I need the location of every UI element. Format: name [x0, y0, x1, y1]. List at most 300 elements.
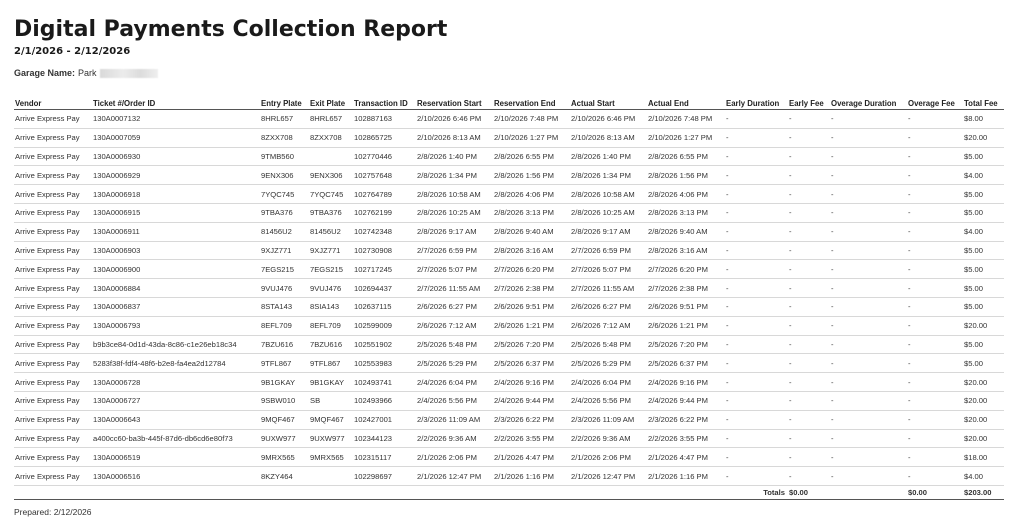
cell-early-fee: - — [788, 335, 830, 354]
table-row — [14, 354, 1004, 373]
table-row — [14, 185, 1004, 204]
col-reservation-start: Reservation Start — [416, 97, 493, 110]
cell-overage-fee: - — [907, 147, 963, 166]
cell-actual-end: 2/6/2026 1:21 PM — [647, 316, 725, 335]
payments-table — [14, 97, 1004, 500]
cell-total-fee: $5.00 — [963, 260, 1004, 279]
cell-overage-fee: - — [907, 410, 963, 429]
cell-reservation-start: 2/2/2026 9:36 AM — [416, 429, 493, 448]
cell-transaction-id: 102694437 — [353, 279, 416, 298]
cell-reservation-end: 2/1/2026 1:16 PM — [493, 467, 570, 486]
table-header-row — [14, 97, 1004, 110]
col-overage-fee: Overage Fee — [907, 97, 963, 110]
cell-reservation-start: 2/10/2026 6:46 PM — [416, 110, 493, 129]
cell-reservation-start: 2/8/2026 10:58 AM — [416, 185, 493, 204]
cell-transaction-id: 102764789 — [353, 185, 416, 204]
cell-early-duration: - — [725, 354, 788, 373]
cell-early-fee: - — [788, 147, 830, 166]
cell-vendor: Arrive Express Pay — [14, 373, 92, 392]
cell-total-fee: $20.00 — [963, 128, 1004, 147]
cell-actual-end: 2/10/2026 7:48 PM — [647, 110, 725, 129]
cell-vendor: Arrive Express Pay — [14, 110, 92, 129]
cell-entry-plate: 9B1GKAY — [260, 373, 309, 392]
prepared-date: Prepared: 2/12/2026 — [14, 507, 92, 517]
cell-ticket-order-id: 130A0006900 — [92, 260, 260, 279]
cell-entry-plate: 9VUJ476 — [260, 279, 309, 298]
cell-overage-duration: - — [830, 203, 907, 222]
cell-exit-plate: 9ENX306 — [309, 166, 353, 185]
totals-overage-duration — [830, 485, 907, 499]
cell-vendor: Arrive Express Pay — [14, 128, 92, 147]
cell-exit-plate: 9TFL867 — [309, 354, 353, 373]
cell-actual-start: 2/4/2026 5:56 PM — [570, 391, 647, 410]
cell-reservation-end: 2/5/2026 6:37 PM — [493, 354, 570, 373]
table-row — [14, 203, 1004, 222]
cell-reservation-start: 2/8/2026 9:17 AM — [416, 222, 493, 241]
cell-vendor: Arrive Express Pay — [14, 203, 92, 222]
cell-exit-plate: 9VUJ476 — [309, 279, 353, 298]
redacted-garage-name — [100, 69, 158, 78]
cell-reservation-start: 2/10/2026 8:13 AM — [416, 128, 493, 147]
cell-early-fee: - — [788, 185, 830, 204]
cell-transaction-id: 102553983 — [353, 354, 416, 373]
cell-actual-start: 2/8/2026 9:17 AM — [570, 222, 647, 241]
cell-exit-plate: 9B1GKAY — [309, 373, 353, 392]
cell-early-duration: - — [725, 467, 788, 486]
cell-reservation-end: 2/3/2026 6:22 PM — [493, 410, 570, 429]
cell-entry-plate: 8STA143 — [260, 297, 309, 316]
cell-reservation-start: 2/8/2026 1:34 PM — [416, 166, 493, 185]
cell-early-fee: - — [788, 410, 830, 429]
cell-total-fee: $5.00 — [963, 185, 1004, 204]
totals-total-fee: $203.00 — [963, 485, 1004, 499]
cell-early-fee: - — [788, 166, 830, 185]
cell-vendor: Arrive Express Pay — [14, 260, 92, 279]
cell-reservation-start: 2/8/2026 10:25 AM — [416, 203, 493, 222]
cell-total-fee: $5.00 — [963, 241, 1004, 260]
cell-overage-fee: - — [907, 203, 963, 222]
cell-exit-plate: 9UXW977 — [309, 429, 353, 448]
col-early-duration: Early Duration — [725, 97, 788, 110]
col-vendor: Vendor — [14, 97, 92, 110]
cell-actual-end: 2/10/2026 1:27 PM — [647, 128, 725, 147]
cell-transaction-id: 102730908 — [353, 241, 416, 260]
cell-actual-start: 2/6/2026 7:12 AM — [570, 316, 647, 335]
cell-ticket-order-id: 130A0006793 — [92, 316, 260, 335]
cell-reservation-end: 2/7/2026 6:20 PM — [493, 260, 570, 279]
cell-early-duration: - — [725, 448, 788, 467]
cell-exit-plate: 9TBA376 — [309, 203, 353, 222]
cell-transaction-id: 102757648 — [353, 166, 416, 185]
cell-overage-fee: - — [907, 316, 963, 335]
cell-transaction-id: 102344123 — [353, 429, 416, 448]
cell-early-duration: - — [725, 128, 788, 147]
cell-total-fee: $20.00 — [963, 316, 1004, 335]
cell-actual-start: 2/7/2026 11:55 AM — [570, 279, 647, 298]
cell-vendor: Arrive Express Pay — [14, 316, 92, 335]
table-row — [14, 429, 1004, 448]
cell-total-fee: $8.00 — [963, 110, 1004, 129]
cell-vendor: Arrive Express Pay — [14, 429, 92, 448]
cell-actual-end: 2/5/2026 6:37 PM — [647, 354, 725, 373]
cell-ticket-order-id: a400cc60-ba3b-445f-87d6-db6cd6e80f73 — [92, 429, 260, 448]
cell-early-duration: - — [725, 260, 788, 279]
cell-ticket-order-id: 130A0006728 — [92, 373, 260, 392]
cell-overage-duration: - — [830, 373, 907, 392]
cell-entry-plate: 7YQC745 — [260, 185, 309, 204]
cell-reservation-start: 2/1/2026 12:47 PM — [416, 467, 493, 486]
cell-overage-fee: - — [907, 185, 963, 204]
cell-overage-duration: - — [830, 222, 907, 241]
cell-overage-duration: - — [830, 391, 907, 410]
cell-early-fee: - — [788, 467, 830, 486]
cell-entry-plate: 9TMB560 — [260, 147, 309, 166]
cell-overage-duration: - — [830, 429, 907, 448]
cell-early-duration: - — [725, 316, 788, 335]
cell-entry-plate: 8HRL657 — [260, 110, 309, 129]
cell-exit-plate: SB — [309, 391, 353, 410]
cell-reservation-start: 2/3/2026 11:09 AM — [416, 410, 493, 429]
cell-reservation-end: 2/8/2026 4:06 PM — [493, 185, 570, 204]
cell-transaction-id: 102770446 — [353, 147, 416, 166]
cell-actual-end: 2/8/2026 9:40 AM — [647, 222, 725, 241]
cell-ticket-order-id: 130A0006915 — [92, 203, 260, 222]
cell-entry-plate: 8ZXX708 — [260, 128, 309, 147]
cell-total-fee: $4.00 — [963, 222, 1004, 241]
totals-early-fee: $0.00 — [788, 485, 830, 499]
cell-overage-duration: - — [830, 110, 907, 129]
cell-vendor: Arrive Express Pay — [14, 410, 92, 429]
cell-actual-start: 2/8/2026 1:40 PM — [570, 147, 647, 166]
cell-early-fee: - — [788, 448, 830, 467]
cell-entry-plate: 9MQF467 — [260, 410, 309, 429]
cell-exit-plate: 9XJZ771 — [309, 241, 353, 260]
cell-actual-end: 2/5/2026 7:20 PM — [647, 335, 725, 354]
totals-label: Totals — [725, 485, 788, 499]
cell-vendor: Arrive Express Pay — [14, 335, 92, 354]
cell-actual-end: 2/7/2026 2:38 PM — [647, 279, 725, 298]
cell-actual-end: 2/3/2026 6:22 PM — [647, 410, 725, 429]
cell-actual-start: 2/7/2026 6:59 PM — [570, 241, 647, 260]
report-date-range: 2/1/2026 - 2/12/2026 — [14, 46, 131, 57]
cell-exit-plate: 8HRL657 — [309, 110, 353, 129]
cell-reservation-end: 2/8/2026 6:55 PM — [493, 147, 570, 166]
cell-total-fee: $20.00 — [963, 373, 1004, 392]
cell-early-fee: - — [788, 354, 830, 373]
cell-transaction-id: 102315117 — [353, 448, 416, 467]
cell-actual-end: 2/4/2026 9:44 PM — [647, 391, 725, 410]
cell-overage-fee: - — [907, 166, 963, 185]
table-row — [14, 147, 1004, 166]
cell-actual-start: 2/10/2026 8:13 AM — [570, 128, 647, 147]
cell-exit-plate: 8ZXX708 — [309, 128, 353, 147]
cell-early-duration: - — [725, 279, 788, 298]
cell-ticket-order-id: 130A0006727 — [92, 391, 260, 410]
cell-early-duration: - — [725, 185, 788, 204]
cell-total-fee: $4.00 — [963, 166, 1004, 185]
cell-ticket-order-id: 130A0007059 — [92, 128, 260, 147]
cell-early-duration: - — [725, 110, 788, 129]
cell-exit-plate: 9MRX565 — [309, 448, 353, 467]
col-entry-plate: Entry Plate — [260, 97, 309, 110]
cell-ticket-order-id: 130A0006519 — [92, 448, 260, 467]
cell-total-fee: $5.00 — [963, 147, 1004, 166]
cell-vendor: Arrive Express Pay — [14, 391, 92, 410]
cell-actual-start: 2/5/2026 5:29 PM — [570, 354, 647, 373]
cell-overage-duration: - — [830, 241, 907, 260]
cell-exit-plate: 9MQF467 — [309, 410, 353, 429]
cell-ticket-order-id: 130A0006884 — [92, 279, 260, 298]
cell-total-fee: $5.00 — [963, 279, 1004, 298]
col-actual-start: Actual Start — [570, 97, 647, 110]
cell-vendor: Arrive Express Pay — [14, 166, 92, 185]
cell-overage-fee: - — [907, 297, 963, 316]
cell-reservation-end: 2/5/2026 7:20 PM — [493, 335, 570, 354]
cell-overage-fee: - — [907, 110, 963, 129]
cell-total-fee: $5.00 — [963, 354, 1004, 373]
cell-total-fee: $20.00 — [963, 391, 1004, 410]
cell-ticket-order-id: 130A0006516 — [92, 467, 260, 486]
cell-early-duration: - — [725, 203, 788, 222]
cell-early-fee: - — [788, 316, 830, 335]
cell-total-fee: $4.00 — [963, 467, 1004, 486]
cell-overage-duration: - — [830, 147, 907, 166]
cell-vendor: Arrive Express Pay — [14, 241, 92, 260]
table-row — [14, 373, 1004, 392]
cell-overage-fee: - — [907, 335, 963, 354]
cell-early-duration: - — [725, 147, 788, 166]
garage-name-value: Park — [78, 68, 97, 78]
cell-overage-fee: - — [907, 373, 963, 392]
cell-exit-plate: 7YQC745 — [309, 185, 353, 204]
cell-reservation-start: 2/4/2026 5:56 PM — [416, 391, 493, 410]
cell-actual-end: 2/8/2026 6:55 PM — [647, 147, 725, 166]
cell-transaction-id: 102742348 — [353, 222, 416, 241]
cell-exit-plate — [309, 467, 353, 486]
cell-transaction-id: 102762199 — [353, 203, 416, 222]
cell-exit-plate — [309, 147, 353, 166]
cell-overage-fee: - — [907, 448, 963, 467]
col-early-fee: Early Fee — [788, 97, 830, 110]
cell-entry-plate: 8KZY464 — [260, 467, 309, 486]
cell-entry-plate: 7EGS215 — [260, 260, 309, 279]
cell-early-fee: - — [788, 241, 830, 260]
cell-actual-start: 2/8/2026 10:58 AM — [570, 185, 647, 204]
cell-actual-end: 2/8/2026 4:06 PM — [647, 185, 725, 204]
cell-transaction-id: 102599009 — [353, 316, 416, 335]
cell-overage-fee: - — [907, 391, 963, 410]
table-row — [14, 448, 1004, 467]
cell-early-duration: - — [725, 335, 788, 354]
garage-name-label: Garage Name: — [14, 68, 76, 78]
col-exit-plate: Exit Plate — [309, 97, 353, 110]
cell-actual-end: 2/2/2026 3:55 PM — [647, 429, 725, 448]
cell-overage-duration: - — [830, 279, 907, 298]
table-body — [14, 110, 1004, 486]
cell-reservation-end: 2/8/2026 1:56 PM — [493, 166, 570, 185]
cell-overage-fee: - — [907, 354, 963, 373]
cell-actual-start: 2/4/2026 6:04 PM — [570, 373, 647, 392]
garage-name-line — [14, 68, 1004, 78]
cell-reservation-end: 2/2/2026 3:55 PM — [493, 429, 570, 448]
cell-early-duration: - — [725, 410, 788, 429]
cell-overage-duration: - — [830, 297, 907, 316]
col-overage-duration: Overage Duration — [830, 97, 907, 110]
cell-overage-fee: - — [907, 279, 963, 298]
cell-total-fee: $18.00 — [963, 448, 1004, 467]
table-row — [14, 297, 1004, 316]
cell-exit-plate: 7EGS215 — [309, 260, 353, 279]
cell-vendor: Arrive Express Pay — [14, 297, 92, 316]
table-row — [14, 279, 1004, 298]
cell-overage-duration: - — [830, 335, 907, 354]
cell-total-fee: $20.00 — [963, 410, 1004, 429]
cell-early-duration: - — [725, 241, 788, 260]
cell-reservation-start: 2/5/2026 5:29 PM — [416, 354, 493, 373]
report-title: Digital Payments Collection Report — [14, 17, 448, 42]
cell-exit-plate: 8EFL709 — [309, 316, 353, 335]
cell-actual-start: 2/3/2026 11:09 AM — [570, 410, 647, 429]
cell-early-duration: - — [725, 297, 788, 316]
cell-reservation-end: 2/8/2026 3:16 AM — [493, 241, 570, 260]
cell-actual-end: 2/6/2026 9:51 PM — [647, 297, 725, 316]
cell-ticket-order-id: 130A0006930 — [92, 147, 260, 166]
cell-transaction-id: 102493966 — [353, 391, 416, 410]
cell-reservation-end: 2/10/2026 7:48 PM — [493, 110, 570, 129]
cell-early-duration: - — [725, 373, 788, 392]
cell-reservation-end: 2/6/2026 1:21 PM — [493, 316, 570, 335]
cell-actual-end: 2/8/2026 1:56 PM — [647, 166, 725, 185]
cell-ticket-order-id: 130A0006903 — [92, 241, 260, 260]
cell-actual-end: 2/1/2026 1:16 PM — [647, 467, 725, 486]
cell-reservation-start: 2/7/2026 6:59 PM — [416, 241, 493, 260]
col-reservation-end: Reservation End — [493, 97, 570, 110]
cell-reservation-start: 2/6/2026 6:27 PM — [416, 297, 493, 316]
cell-total-fee: $5.00 — [963, 203, 1004, 222]
cell-actual-start: 2/8/2026 10:25 AM — [570, 203, 647, 222]
cell-actual-start: 2/1/2026 2:06 PM — [570, 448, 647, 467]
table-row — [14, 128, 1004, 147]
cell-reservation-end: 2/4/2026 9:44 PM — [493, 391, 570, 410]
cell-early-fee: - — [788, 222, 830, 241]
cell-entry-plate: 9TBA376 — [260, 203, 309, 222]
cell-entry-plate: 9SBW010 — [260, 391, 309, 410]
cell-reservation-end: 2/6/2026 9:51 PM — [493, 297, 570, 316]
cell-overage-fee: - — [907, 260, 963, 279]
cell-overage-fee: - — [907, 429, 963, 448]
cell-transaction-id: 102865725 — [353, 128, 416, 147]
cell-ticket-order-id: 130A0007132 — [92, 110, 260, 129]
cell-overage-fee: - — [907, 241, 963, 260]
cell-ticket-order-id: 130A0006837 — [92, 297, 260, 316]
cell-early-fee: - — [788, 297, 830, 316]
table-row — [14, 241, 1004, 260]
cell-entry-plate: 9TFL867 — [260, 354, 309, 373]
cell-early-duration: - — [725, 391, 788, 410]
cell-ticket-order-id: 130A0006918 — [92, 185, 260, 204]
cell-early-duration: - — [725, 166, 788, 185]
cell-total-fee: $20.00 — [963, 429, 1004, 448]
cell-early-fee: - — [788, 279, 830, 298]
cell-reservation-start: 2/7/2026 11:55 AM — [416, 279, 493, 298]
cell-overage-duration: - — [830, 260, 907, 279]
cell-overage-duration: - — [830, 166, 907, 185]
col-transaction-id: Transaction ID — [353, 97, 416, 110]
totals-overage-fee: $0.00 — [907, 485, 963, 499]
cell-exit-plate: 8SIA143 — [309, 297, 353, 316]
cell-early-fee: - — [788, 128, 830, 147]
table-row — [14, 316, 1004, 335]
cell-entry-plate: 9MRX565 — [260, 448, 309, 467]
cell-transaction-id: 102298697 — [353, 467, 416, 486]
cell-early-fee: - — [788, 429, 830, 448]
cell-reservation-end: 2/1/2026 4:47 PM — [493, 448, 570, 467]
cell-reservation-end: 2/8/2026 9:40 AM — [493, 222, 570, 241]
col-total-fee: Total Fee — [963, 97, 1004, 110]
cell-actual-start: 2/5/2026 5:48 PM — [570, 335, 647, 354]
cell-reservation-end: 2/7/2026 2:38 PM — [493, 279, 570, 298]
table-row — [14, 467, 1004, 486]
table-row — [14, 222, 1004, 241]
table-row — [14, 166, 1004, 185]
totals-spacer — [14, 485, 725, 499]
cell-early-fee: - — [788, 391, 830, 410]
cell-vendor: Arrive Express Pay — [14, 279, 92, 298]
cell-transaction-id: 102427001 — [353, 410, 416, 429]
cell-vendor: Arrive Express Pay — [14, 185, 92, 204]
cell-entry-plate: 9UXW977 — [260, 429, 309, 448]
cell-actual-start: 2/6/2026 6:27 PM — [570, 297, 647, 316]
cell-transaction-id: 102887163 — [353, 110, 416, 129]
report-page — [14, 16, 1004, 517]
cell-reservation-start: 2/4/2026 6:04 PM — [416, 373, 493, 392]
cell-actual-start: 2/1/2026 12:47 PM — [570, 467, 647, 486]
cell-actual-end: 2/4/2026 9:16 PM — [647, 373, 725, 392]
cell-ticket-order-id: 5283f38f-fdf4-48f6-b2e8-fa4ea2d12784 — [92, 354, 260, 373]
cell-overage-duration: - — [830, 354, 907, 373]
col-ticket-order-id: Ticket #/Order ID — [92, 97, 260, 110]
cell-actual-end: 2/8/2026 3:13 PM — [647, 203, 725, 222]
cell-reservation-end: 2/4/2026 9:16 PM — [493, 373, 570, 392]
cell-early-duration: - — [725, 429, 788, 448]
cell-reservation-start: 2/8/2026 1:40 PM — [416, 147, 493, 166]
cell-reservation-start: 2/1/2026 2:06 PM — [416, 448, 493, 467]
table-row — [14, 110, 1004, 129]
cell-ticket-order-id: 130A0006929 — [92, 166, 260, 185]
cell-actual-start: 2/10/2026 6:46 PM — [570, 110, 647, 129]
cell-vendor: Arrive Express Pay — [14, 222, 92, 241]
cell-total-fee: $5.00 — [963, 297, 1004, 316]
cell-reservation-end: 2/8/2026 3:13 PM — [493, 203, 570, 222]
col-actual-end: Actual End — [647, 97, 725, 110]
cell-exit-plate: 7BZU616 — [309, 335, 353, 354]
cell-overage-duration: - — [830, 128, 907, 147]
cell-overage-duration: - — [830, 316, 907, 335]
cell-entry-plate: 9ENX306 — [260, 166, 309, 185]
cell-actual-start: 2/8/2026 1:34 PM — [570, 166, 647, 185]
cell-exit-plate: 81456U2 — [309, 222, 353, 241]
cell-overage-fee: - — [907, 222, 963, 241]
cell-overage-duration: - — [830, 185, 907, 204]
cell-reservation-start: 2/6/2026 7:12 AM — [416, 316, 493, 335]
totals-row — [14, 485, 1004, 499]
cell-overage-duration: - — [830, 467, 907, 486]
cell-transaction-id: 102551902 — [353, 335, 416, 354]
cell-vendor: Arrive Express Pay — [14, 147, 92, 166]
cell-actual-end: 2/1/2026 4:47 PM — [647, 448, 725, 467]
cell-early-fee: - — [788, 260, 830, 279]
cell-overage-duration: - — [830, 410, 907, 429]
